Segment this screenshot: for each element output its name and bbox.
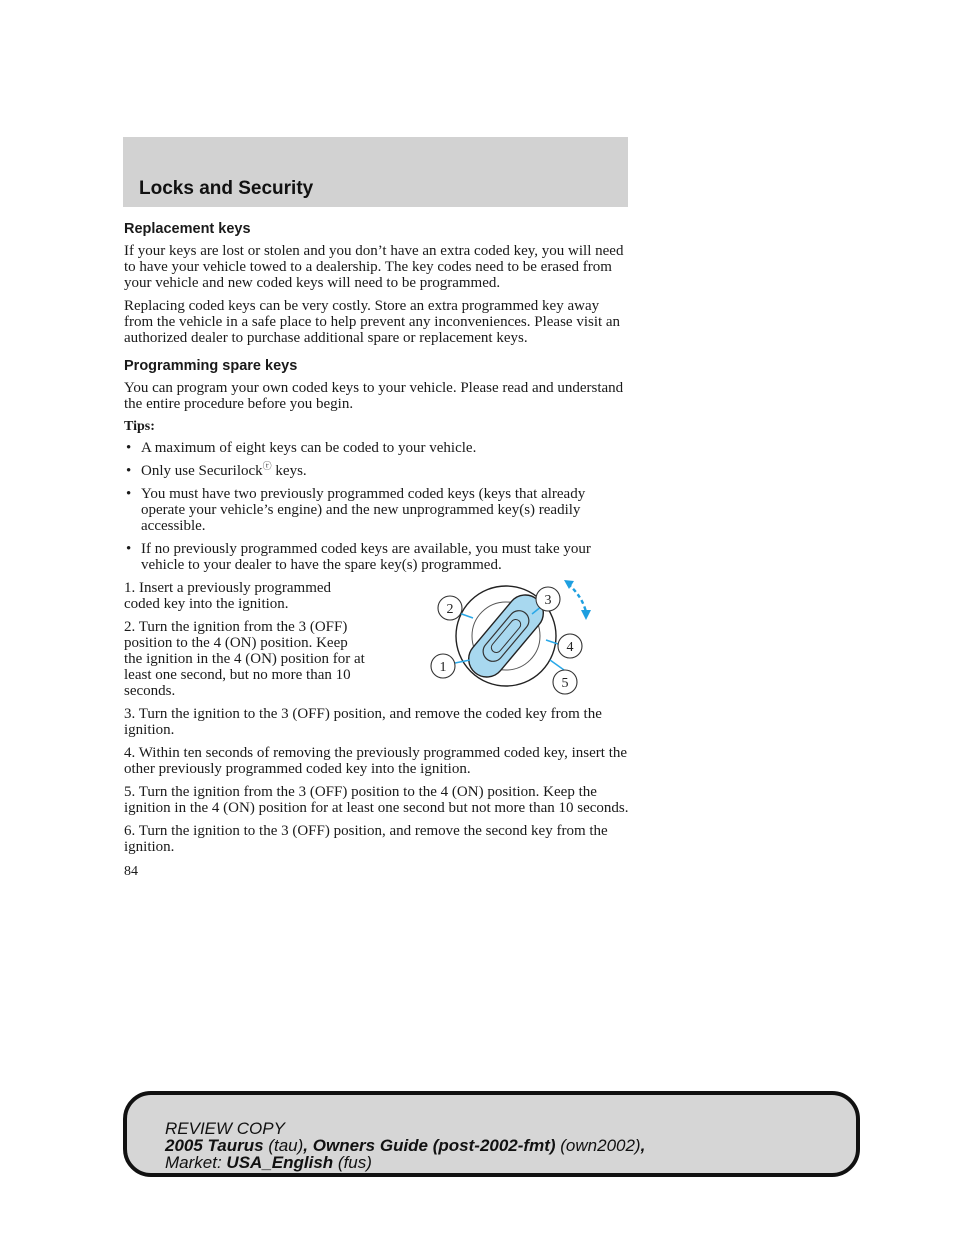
page-content <box>124 220 629 880</box>
step-3: 3. Turn the ignition to the 3 (OFF) position, and remove the coded key from the ignition. <box>124 706 602 738</box>
step-6: 6. Turn the ignition to the 3 (OFF) position, and remove the second key from the ignition. <box>124 823 608 855</box>
page-number: 84 <box>124 864 138 879</box>
svg-text:1: 1 <box>439 660 447 675</box>
step-1: 1. Insert a previously programmed coded key into the ignition. <box>124 580 332 612</box>
steps-with-diagram <box>124 580 629 699</box>
list-item: • Only use Securilockⓡ keys. <box>126 461 307 479</box>
footer-market-info <box>165 1154 645 1171</box>
section-title: Locks and Security <box>139 178 314 199</box>
position-label-4 <box>558 634 582 658</box>
replacement-keys-heading: Replacement keys <box>124 221 251 237</box>
svg-text:2: 2 <box>446 602 454 617</box>
footer-model: 2005 Taurus <box>165 1136 264 1155</box>
footer-document-info: 2005 Taurus (tau), Owners Guide (post-2002-fmt) (own2002), <box>165 1136 646 1155</box>
bullet-icon: • <box>126 486 132 502</box>
arrow-head-up-icon <box>564 580 574 589</box>
list-item: • You must have two previously programmed coded keys (keys that already operate your vehicle’s engine) and the new unprogrammed key(s) readily accessible. <box>126 486 586 534</box>
programming-keys-heading: Programming spare keys <box>124 358 298 374</box>
svg-text:4: 4 <box>566 640 574 655</box>
programming-intro: You can program your own coded keys to your vehicle. Please read and understand the entire procedure before you begin. <box>124 380 624 412</box>
list-item: • If no previously programmed coded keys are available, you must take your vehicle to your dealer to have the spare key(s) programmed. <box>126 541 591 573</box>
position-label-5 <box>553 670 577 694</box>
ignition-diagram <box>424 578 594 696</box>
footer-guide: Owners Guide (post-2002-fmt) <box>312 1136 556 1155</box>
step-5: 5. Turn the ignition from the 3 (OFF) position to the 4 (ON) position. Keep the ignition in the 4 (ON) position for at least one second but not more than 10 seconds. <box>124 784 629 816</box>
footer-model-code: (tau) <box>268 1136 304 1155</box>
tip-prefix: Only use Securilock <box>141 463 263 479</box>
list-item: • A maximum of eight keys can be coded to your vehicle. <box>126 440 477 456</box>
section-header-band <box>123 137 628 207</box>
footer-market: USA_English <box>226 1153 334 1172</box>
position-label-2 <box>438 596 462 620</box>
tips-label: Tips: <box>124 419 155 434</box>
bullet-icon: • <box>126 463 132 479</box>
trademark-icon: ⓡ <box>262 461 272 471</box>
review-copy-footer <box>123 1091 860 1177</box>
footer-guide-code: (own2002) <box>560 1136 641 1155</box>
step-2: 2. Turn the ignition from the 3 (OFF) position to the 4 (ON) position. Keep the ignition in the 4 (ON) position for at least one second, but no more than 10 seconds. <box>124 619 365 699</box>
rotation-arrow-icon <box>568 584 586 612</box>
bullet-icon: • <box>126 440 132 456</box>
footer-market-label: Market: <box>165 1153 222 1172</box>
footer-market-code: (fus) <box>337 1153 372 1172</box>
position-label-1 <box>431 654 455 678</box>
svg-text:3: 3 <box>544 593 552 608</box>
bullet-icon: • <box>126 541 132 557</box>
tips-list <box>124 440 629 573</box>
leader-line-5 <box>550 660 564 670</box>
step-4: 4. Within ten seconds of removing the previously programmed coded key, insert the other previously programmed coded key into the ignition. <box>124 745 628 777</box>
replacement-paragraph-1: If your keys are lost or stolen and you don’t have an extra coded key, you will need to have your vehicle towed to a dealership. The key codes need to be erased from your vehicle and new coded keys will need to be programmed. <box>124 243 624 291</box>
arrow-head-down-icon <box>581 610 591 620</box>
svg-text:5: 5 <box>561 676 569 691</box>
position-label-3 <box>536 587 560 611</box>
replacement-paragraph-2: Replacing coded keys can be very costly. Store an extra programmed key away from the vehicle in a safe place to help prevent any inconveniences. Please visit an authorized dealer to purchase additional spare or replacement keys. <box>124 298 621 346</box>
review-copy-label: REVIEW COPY <box>165 1119 285 1138</box>
